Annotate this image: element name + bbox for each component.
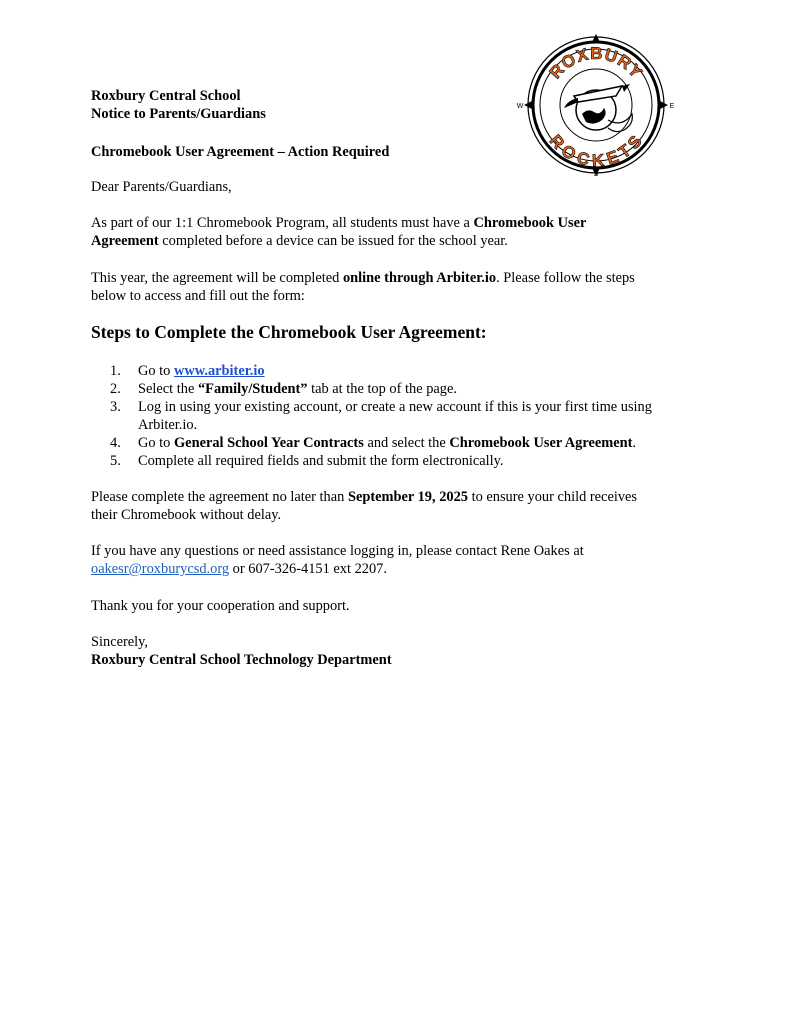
para1-text-a: As part of our 1:1 Chromebook Program, all students must have a (91, 215, 474, 231)
step-2-number: 2. (110, 381, 121, 397)
step-4-text-e: . (632, 435, 637, 451)
step-5-number: 5. (110, 453, 121, 469)
step-4-number: 4. (110, 435, 121, 451)
para2-bold: online through Arbiter.io (342, 270, 497, 286)
step-2-text-c: tab at the top of the page. (307, 381, 457, 397)
para3-text-a: Please complete the agreement no later than (91, 489, 348, 505)
para3-text-c: to ensure your child receives (467, 489, 638, 505)
compass-n-label: N (593, 37, 599, 44)
step-4-text-a: Go to (138, 435, 174, 451)
logo-bottom-text: ROCKETS (545, 131, 647, 171)
step-5-text: Complete all required fields and submit the form electronically. (138, 453, 504, 469)
compass-s-label: S (593, 171, 599, 178)
para2-line2: below to access and fill out the form: (91, 288, 305, 304)
step-2-bold: “Family/Student” (197, 381, 308, 397)
steps-heading: Steps to Complete the Chromebook User Agreement: (91, 322, 487, 342)
para4-line1: If you have any questions or need assistance logging in, please contact Rene Oakes at (91, 543, 584, 559)
step-3-number: 3. (110, 399, 121, 415)
contact-phone-text: or 607-326-4151 ext 2207. (229, 561, 387, 577)
greeting: Dear Parents/Guardians, (91, 179, 232, 195)
roxbury-rockets-logo (512, 30, 680, 180)
step-3 (110, 398, 652, 416)
compass-e-label: E (669, 103, 675, 110)
deadline-date: September 19, 2025 (347, 489, 468, 505)
step-1-number: 1. (110, 363, 121, 379)
compass-w-label: W (516, 103, 524, 110)
para2-text-c: . Please follow the steps (496, 270, 635, 286)
step-2-text-a: Select the (138, 381, 198, 397)
para3-line1 (91, 488, 637, 506)
arbiter-link[interactable]: www.arbiter.io (173, 363, 265, 379)
rocket-globe-icon (564, 84, 632, 132)
para2-text-a: This year, the agreement will be completed (91, 270, 343, 286)
step-5 (110, 452, 504, 470)
para1-line1 (91, 214, 586, 232)
contact-email-link[interactable]: oakesr@roxburycsd.org (91, 561, 230, 577)
step-4 (110, 434, 637, 452)
signature-line: Roxbury Central School Technology Department (91, 652, 392, 668)
step-4-text-c: and select the (363, 435, 450, 451)
step-2 (110, 380, 457, 398)
closing-line: Sincerely, (91, 634, 149, 650)
school-name: Roxbury Central School (91, 88, 241, 104)
step-3-cont (110, 416, 198, 434)
subject-line: Chromebook User Agreement – Action Required (91, 144, 390, 160)
para3-line2: their Chromebook without delay. (91, 507, 282, 523)
para2-line1 (91, 269, 635, 287)
step-3-text-b: Arbiter.io. (138, 417, 198, 433)
step-4-bold-1: General School Year Contracts (173, 435, 364, 451)
thanks-line: Thank you for your cooperation and support. (91, 598, 350, 614)
step-1 (110, 362, 265, 380)
para1-bold-1: Chromebook User (473, 215, 587, 231)
logo-top-text: ROXBURY (545, 43, 647, 83)
para1-line2 (91, 232, 508, 250)
para1-text-c: completed before a device can be issued for the school year. (158, 233, 508, 249)
para1-bold-2: Agreement (91, 233, 159, 249)
step-4-bold-2: Chromebook User Agreement (449, 435, 633, 451)
para4-line2 (91, 560, 387, 578)
step-1-text: Go to (138, 363, 174, 379)
notice-line: Notice to Parents/Guardians (91, 106, 266, 122)
step-3-text: Log in using your existing account, or create a new account if this is your first time using (138, 399, 652, 415)
